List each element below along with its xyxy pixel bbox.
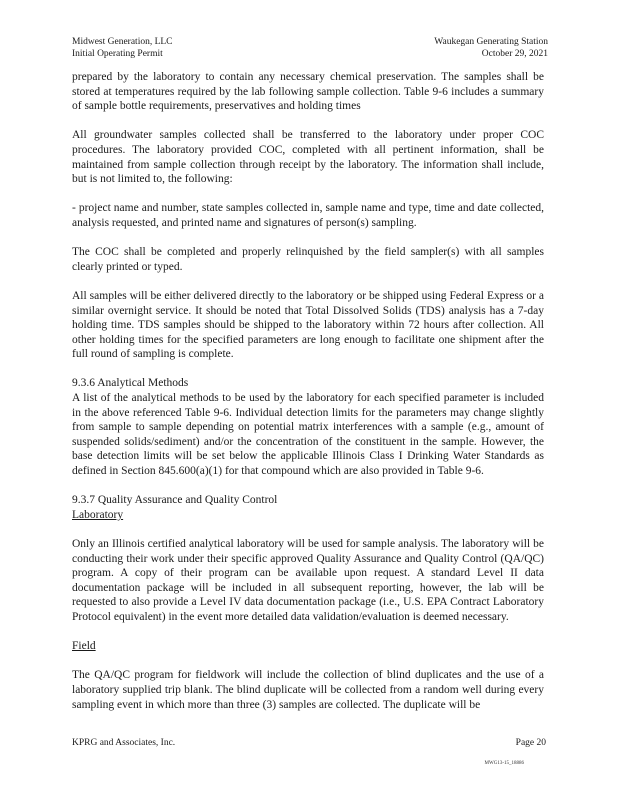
paragraph-preservation: prepared by the laboratory to contain any necessary chemical preservation. The samples shall be stored at temperatures required by the lab following sample collection. Table 9-6 includes a summary of sample bottle requirements, preservatives and holding times bbox=[72, 71, 544, 113]
header-right bbox=[434, 36, 548, 60]
paragraph-laboratory: Only an Illinois certified analytical laboratory will be used for sample analysis. The laboratory will be conducting their work under their specific approved Quality Assurance and Quality Control (QA/QC) program. A copy of their program can be available upon request. A standard Level II data documentation package will be included in all subsequent reporting, however, the lab will be requested to also provide a Level IV data documentation package (i.e., U.S. EPA Contract Laboratory Protocol equivalent) in the event more detailed data validation/evaluation is deemed necessary. bbox=[72, 538, 544, 623]
subheading-field: Field bbox=[72, 640, 96, 653]
paragraph-coc-procedures: All groundwater samples collected shall be transferred to the laboratory under proper COC procedures. The laboratory provided COC, completed with all pertinent information, shall be maintained from sample collection through receipt by the laboratory. The information shall include, but is not limited to, the following: bbox=[72, 129, 544, 186]
paragraph-coc-list: - project name and number, state samples collected in, sample name and type, time and date collected, analysis requested, and printed name and signatures of person(s) sampling. bbox=[72, 202, 544, 229]
paragraph-analytical-methods: A list of the analytical methods to be used by the laboratory for each specified parameter is included in the above referenced Table 9-6. Individual detection limits for the parameters may change slightly from sample to sample depending on potential matrix interferences with a sample (e.g., amount of suspended solids/sediment) and/or the concentration of the constituent in the sample. However, the base detection limits will be set below the applicable Illinois Class I Drinking Water Standards as defined in Section 845.600(a)(1) for that compound which are also provided in Table 9-6. bbox=[72, 392, 544, 478]
paragraph-coc-completion: The COC shall be completed and properly relinquished by the field sampler(s) with all samples clearly printed or typed. bbox=[72, 246, 544, 273]
body-text bbox=[72, 70, 544, 727]
header-date: October 29, 2021 bbox=[481, 49, 548, 59]
footer-doc-id: MWG13-15_18886 bbox=[484, 761, 524, 766]
footer-firm: KPRG and Associates, Inc. bbox=[72, 738, 176, 748]
paragraph-shipping: All samples will be either delivered directly to the laboratory or be shipped using Federal Express or a similar overnight service. It should be noted that Total Dissolved Solids (TDS) analysis has a 7-day holding time. TDS samples should be shipped to the laboratory within 72 hours after collection. All other holding times for the specified parameters are long enough to facilitate one shipment after the full round of sampling is complete. bbox=[72, 289, 544, 361]
subheading-laboratory: Laboratory bbox=[72, 508, 124, 521]
header-station: Waukegan Generating Station bbox=[434, 37, 548, 47]
header-left bbox=[72, 36, 173, 60]
section-heading-analytical-methods: 9.3.6 Analytical Methods bbox=[72, 377, 189, 390]
paragraph-field: The QA/QC program for fieldwork will include the collection of blind duplicates and the use of a laboratory supplied trip blank. The blind duplicate will be collected from a random well during every sampling event in which more than three (3) samples are collected. The duplicate will be bbox=[72, 669, 544, 711]
section-heading-qa-qc: 9.3.7 Quality Assurance and Quality Control bbox=[72, 494, 278, 507]
header-company: Midwest Generation, LLC bbox=[72, 37, 173, 47]
header-document: Initial Operating Permit bbox=[72, 49, 163, 59]
footer-page-number: Page 20 bbox=[515, 738, 546, 748]
